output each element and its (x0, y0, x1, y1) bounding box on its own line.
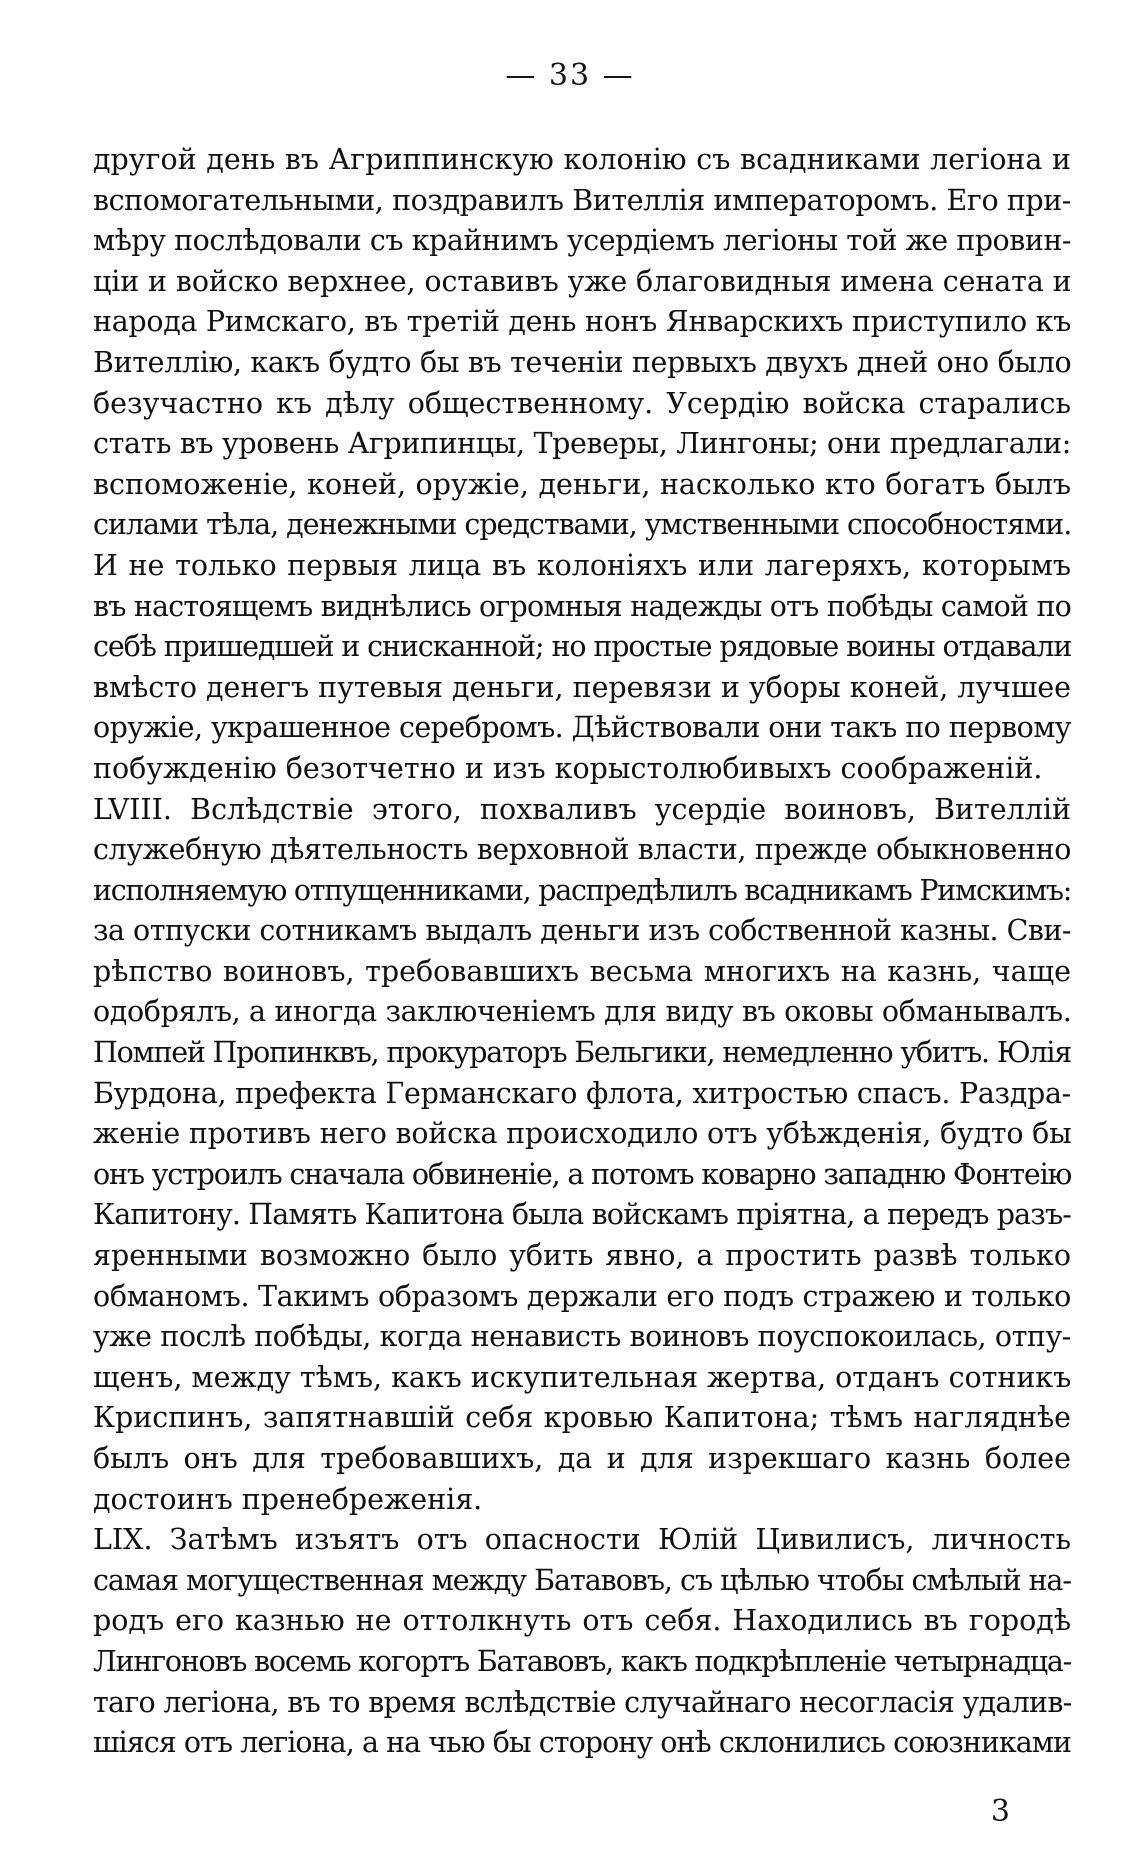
text-line: Бурдона, префекта Германскаго флота, хитростью спасъ. Раздра- (93, 1076, 1071, 1110)
text-line: шіяся отъ легіона, а на чью бы сторону онѣ склонились союзниками (93, 1726, 1072, 1760)
text-line: стать въ уровень Агрипинцы, Треверы, Лингоны; они предлагали: (93, 427, 1071, 461)
text-line: другой день въ Агриппинскую колонію съ всадниками легіона и (93, 143, 1071, 176)
text-line: уже послѣ побѣды, когда ненависть воиновъ поуспокоилась, отпу- (93, 1320, 1071, 1354)
page-number: — 33 — (505, 58, 635, 93)
text-line: вспомогательными, поздравилъ Вителлія императоромъ. Его при- (93, 183, 1072, 217)
text-line: мѣру послѣдовали съ крайнимъ усердіемъ легіоны той же провин- (93, 224, 1072, 258)
paragraph-end-line: достоинъ пренебреженія. (93, 1482, 483, 1516)
text-line: былъ онъ для требовавшихъ, да и для изрекшаго казнь более (93, 1442, 1071, 1475)
body-text (93, 140, 1071, 1764)
text-line: обманомъ. Такимъ образомъ держали его подъ стражею и только (93, 1279, 1071, 1313)
text-line: женіе противъ него войска происходило отъ убѣжденія, будто бы (93, 1117, 1072, 1151)
text-line: вспоможеніе, коней, оружіе, деньги, насколько кто богатъ былъ (93, 467, 1071, 501)
text-line: служебную дѣятельность верховной власти, прежде обыкновенно (93, 833, 1071, 867)
text-line: И не только первыя лица въ колоніяхъ или лагеряхъ, которымъ (93, 548, 1071, 582)
text-line: одобрялъ, а иногда заключеніемъ для виду въ оковы обманывалъ. (93, 995, 1072, 1029)
text-line: за отпуски сотникамъ выдалъ деньги изъ собственной казны. Сви- (93, 914, 1071, 948)
text-line: исполняемую отпущенниками, распредѣлилъ всадникамъ Римскимъ: (93, 873, 1072, 907)
text-line: безучастно къ дѣлу общественному. Усердію войска старались (93, 386, 1071, 420)
text-line: родъ его казнью не оттолкнуть отъ себя. Находились въ городѣ (93, 1604, 1071, 1638)
text-line: себѣ пришедшей и снисканной; но простые рядовые воины отдавали (93, 630, 1072, 664)
section-heading-line: LIX. Затѣмъ изъятъ отъ опасности Юлій Цивилисъ, личность (93, 1523, 1071, 1557)
text-line: Криспинъ, запятнавшій себя кровью Капитона; тѣмъ нагляднѣе (93, 1401, 1071, 1435)
text-line: Вителлію, какъ будто бы въ теченіи первыхъ двухъ дней оно было (93, 345, 1072, 379)
text-line: таго легіона, въ то время вслѣдствіе случайнаго несогласія удалив- (93, 1685, 1072, 1719)
signature-mark: 3 (990, 1794, 1010, 1829)
text-line: ціи и войско верхнее, оставивъ уже благовидныя имена сената и (93, 264, 1072, 298)
text-line: рѣпство воиновъ, требовавшихъ весьма многихъ на казнь, чаще (93, 954, 1071, 988)
text-line: силами тѣла, денежными средствами, умственными способностями. (93, 508, 1072, 542)
text-line: онъ устроилъ сначала обвиненіе, а потомъ коварно западню Фонтеію (93, 1157, 1072, 1191)
text-line: вмѣсто денегъ путевыя деньги, перевязи и уборы коней, лучшее (93, 670, 1071, 704)
text-line: Капитону. Память Капитона была войскамъ пріятна, а передъ разъ- (93, 1198, 1071, 1232)
text-line: щенъ, между тѣмъ, какъ искупительная жертва, отданъ сотникъ (93, 1360, 1072, 1394)
text-line: оружіе, украшенное серебромъ. Дѣйствовали они такъ по первому (93, 711, 1071, 745)
text-line: самая могущественная между Батавовъ, съ цѣлью чтобы смѣлый на- (93, 1563, 1071, 1597)
text-line: Помпей Пропинквъ, прокураторъ Бельгики, немедленно убитъ. Юлія (93, 1036, 1071, 1070)
text-line: народа Римскаго, въ третій день нонъ Январскихъ приступило къ (93, 305, 1071, 339)
text-line: Лингоновъ восемь когортъ Батавовъ, какъ подкрѣпленіе четырнадца- (93, 1644, 1072, 1678)
section-heading-line: LVIII. Вслѣдствіе этого, похваливъ усердіе воиновъ, Вителлій (93, 792, 1071, 826)
text-line: въ настоящемъ виднѣлись огромныя надежды отъ побѣды самой по (93, 589, 1071, 623)
text-line: яренными возможно было убить явно, а простить развѣ только (93, 1239, 1071, 1273)
paragraph-end-line: побужденію безотчетно и изъ корыстолюбивыхъ соображеній. (93, 751, 1043, 785)
